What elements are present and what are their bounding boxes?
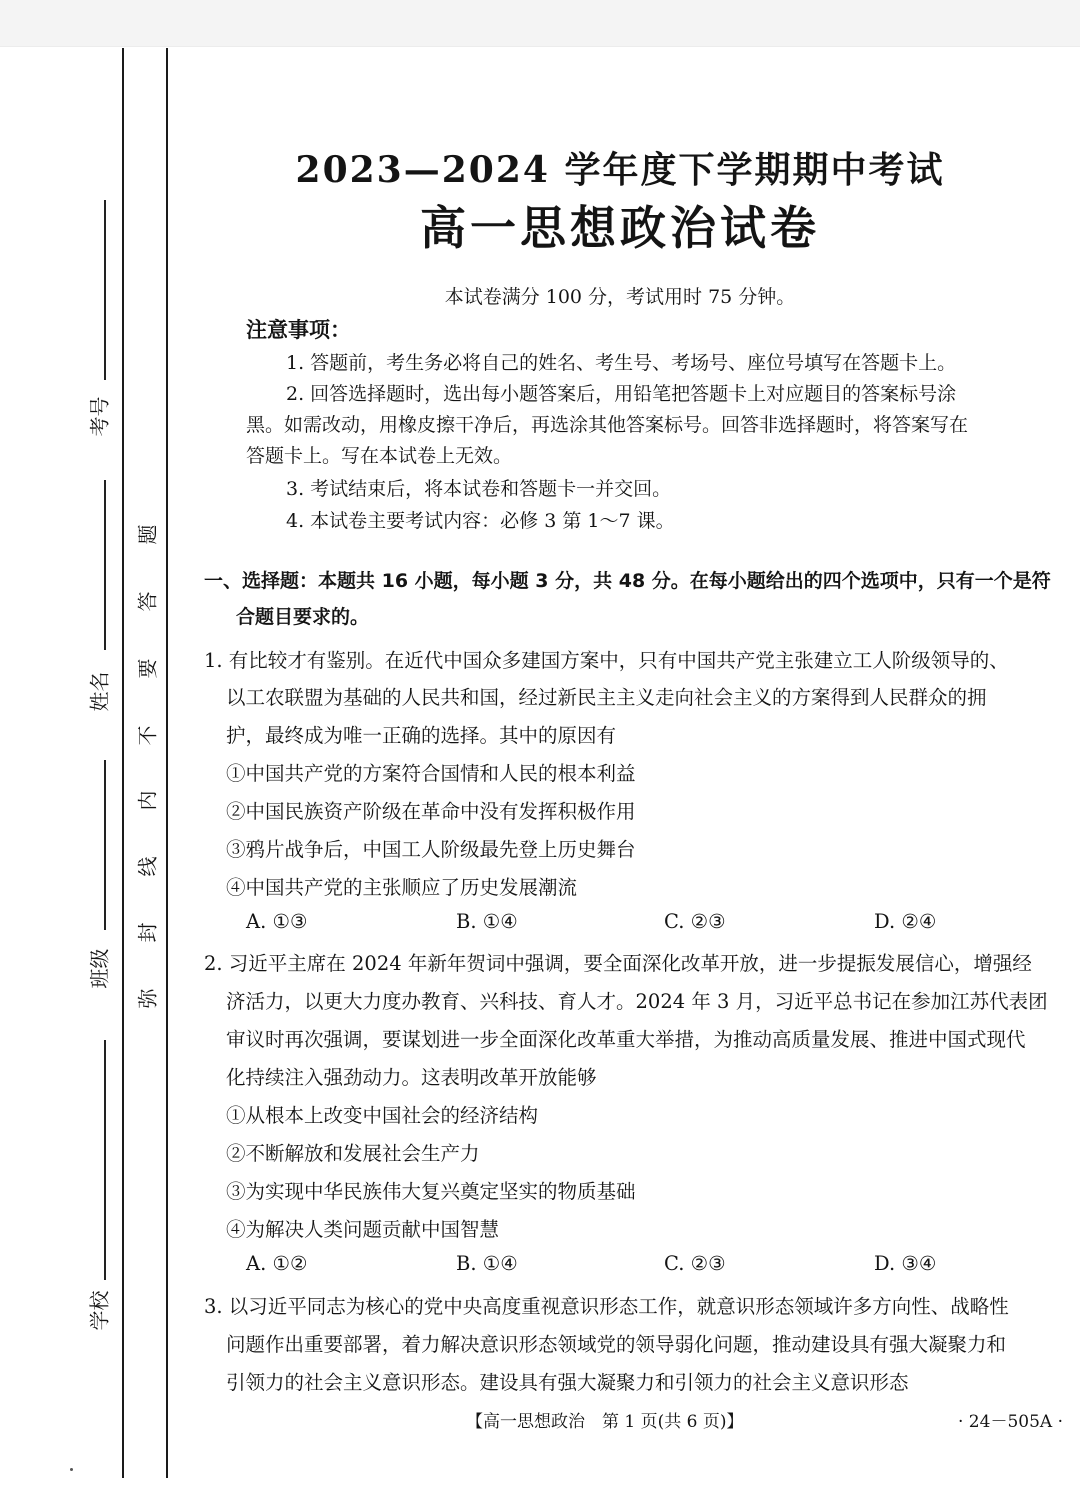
name-blank[interactable] bbox=[104, 480, 106, 650]
question-2-stem: 2. 习近平主席在 2024 年新年贺词中强调，要全面深化改革开放，进一步提振发展信心，增强经 bbox=[204, 952, 1032, 975]
exam-title: 2023—2024 学年度下学期期中考试 bbox=[295, 149, 945, 191]
paper-code: · 24－505A · bbox=[958, 1412, 1063, 1432]
question-2-item: ②不断解放和发展社会生产力 bbox=[226, 1142, 480, 1165]
question-2-option-d[interactable]: D. ③④ bbox=[874, 1252, 937, 1275]
question-1-option-d[interactable]: D. ②④ bbox=[874, 910, 937, 933]
question-1-item: ④中国共产党的主张顺应了历史发展潮流 bbox=[226, 876, 578, 899]
scan-speck bbox=[70, 1468, 73, 1471]
paper-title: 高一思想政治试卷 bbox=[420, 201, 820, 255]
question-1-item: ②中国民族资产阶级在革命中没有发挥积极作用 bbox=[226, 800, 636, 823]
seal-char: 要 bbox=[135, 658, 160, 679]
seal-char: 题 bbox=[135, 524, 160, 545]
question-1-option-a[interactable]: A. ①③ bbox=[246, 910, 308, 933]
question-2-stem: 化持续注入强劲动力。这表明改革开放能够 bbox=[226, 1066, 597, 1089]
seal-char: 答 bbox=[135, 591, 160, 612]
question-3-stem: 3. 以习近平同志为核心的党中央高度重视意识形态工作，就意识形态领域许多方向性、战略性 bbox=[204, 1295, 1009, 1318]
question-1-stem: 以工农联盟为基础的人民共和国，经过新民主主义走向社会主义的方案得到人民群众的拥 bbox=[226, 686, 987, 709]
school-label: 学校 bbox=[87, 1290, 112, 1331]
seal-char: 弥 bbox=[135, 988, 160, 1009]
note-line: 1. 答题前，考生务必将自己的姓名、考生号、考场号、座位号填写在答题卡上。 bbox=[286, 352, 957, 374]
question-2-stem: 审议时再次强调，要谋划进一步全面深化改革重大举措，为推动高质量发展、推进中国式现代 bbox=[226, 1028, 1026, 1051]
question-3-stem: 问题作出重要部署，着力解决意识形态领域党的领导弱化问题，推动建设具有强大凝聚力和 bbox=[226, 1333, 1007, 1356]
section-heading-cont: 合题目要求的。 bbox=[236, 606, 370, 628]
question-1-option-c[interactable]: C. ②③ bbox=[664, 910, 726, 933]
question-1-item: ①中国共产党的方案符合国情和人民的根本利益 bbox=[226, 762, 636, 785]
class-label: 班级 bbox=[87, 948, 112, 989]
seal-char: 封 bbox=[135, 922, 160, 943]
binding-line-outer bbox=[122, 48, 124, 1478]
note-line: 黑。如需改动，用橡皮擦干净后，再选涂其他答案标号。回答非选择题时，将答案写在 bbox=[246, 414, 969, 436]
question-1-stem: 1. 有比较才有鉴别。在近代中国众多建国方案中，只有中国共产党主张建立工人阶级领导的、 bbox=[204, 649, 1009, 672]
question-2-option-a[interactable]: A. ①② bbox=[246, 1252, 308, 1275]
section-heading: 一、选择题：本题共 16 小题，每小题 3 分，共 48 分。在每小题给出的四个选项中，只有一个是符 bbox=[204, 570, 1051, 592]
note-line: 4. 本试卷主要考试内容：必修 3 第 1～7 课。 bbox=[286, 510, 675, 532]
note-line: 答题卡上。写在本试卷上无效。 bbox=[246, 445, 513, 467]
exam-info: 本试卷满分 100 分，考试用时 75 分钟。 bbox=[444, 286, 796, 308]
seal-char: 线 bbox=[135, 856, 160, 877]
question-1-item: ③鸦片战争后，中国工人阶级最先登上历史舞台 bbox=[226, 838, 636, 861]
seal-char: 不 bbox=[135, 725, 160, 746]
question-1-option-b[interactable]: B. ①④ bbox=[456, 910, 518, 933]
name-label: 姓名 bbox=[87, 671, 112, 712]
question-2-option-c[interactable]: C. ②③ bbox=[664, 1252, 726, 1275]
question-3-stem: 引领力的社会主义意识形态。建设具有强大凝聚力和引领力的社会主义意识形态 bbox=[226, 1371, 909, 1394]
binding-line-inner bbox=[166, 48, 168, 1478]
question-2-item: ③为实现中华民族伟大复兴奠定坚实的物质基础 bbox=[226, 1180, 636, 1203]
page-footer: 【高一思想政治 第 1 页(共 6 页)】 bbox=[466, 1412, 744, 1432]
question-2-stem: 济活力，以更大力度办教育、兴科技、育人才。2024 年 3 月，习近平总书记在参加江苏代表团 bbox=[226, 990, 1048, 1013]
seal-char: 内 bbox=[135, 790, 160, 811]
exam-number-label: 考号 bbox=[87, 396, 112, 437]
school-blank[interactable] bbox=[104, 1040, 106, 1280]
notes-heading: 注意事项： bbox=[246, 318, 351, 342]
note-line: 2. 回答选择题时，选出每小题答案后，用铅笔把答题卡上对应题目的答案标号涂 bbox=[286, 383, 957, 405]
question-2-item: ④为解决人类问题贡献中国智慧 bbox=[226, 1218, 500, 1241]
class-blank[interactable] bbox=[104, 760, 106, 930]
question-2-option-b[interactable]: B. ①④ bbox=[456, 1252, 518, 1275]
question-2-item: ①从根本上改变中国社会的经济结构 bbox=[226, 1104, 539, 1127]
note-line: 3. 考试结束后，将本试卷和答题卡一并交回。 bbox=[286, 478, 672, 500]
question-1-stem: 护，最终成为唯一正确的选择。其中的原因有 bbox=[226, 724, 617, 747]
top-band bbox=[0, 0, 1080, 47]
